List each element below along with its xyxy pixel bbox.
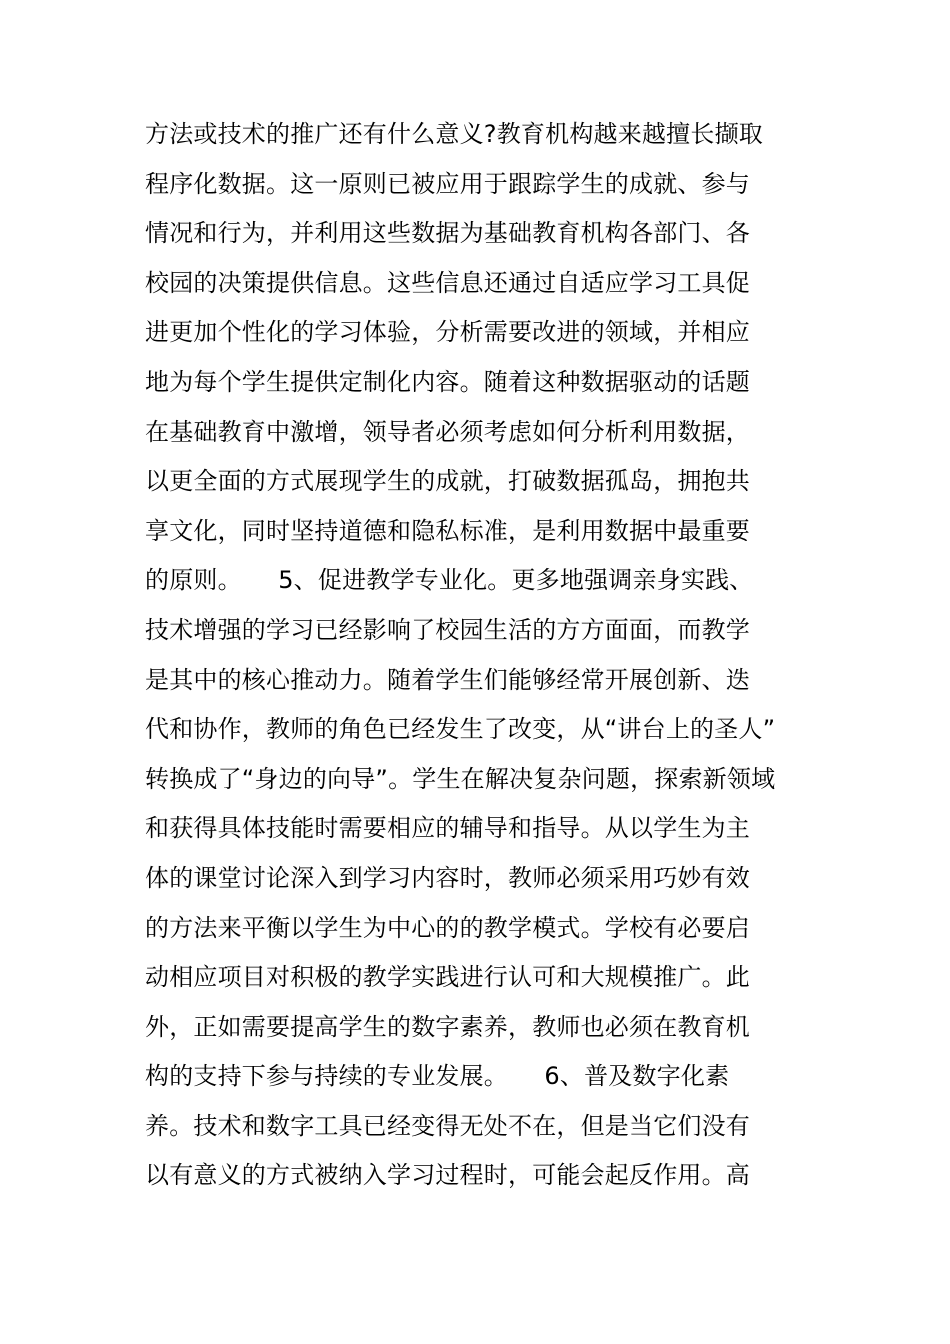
text-line: 情况和行为，并利用这些数据为基础教育机构各部门、各: [145, 219, 750, 248]
text-line: 程序化数据。这一原则已被应用于跟踪学生的成就、参与: [145, 169, 750, 198]
text-line: 是其中的核心推动力。随着学生们能够经常开展创新、迭: [145, 665, 750, 694]
text-line: 以有意义的方式被纳入学习过程时，可能会起反作用。高: [145, 1161, 750, 1190]
text-line: 体的课堂讨论深入到学习内容时，教师必须采用巧妙有效: [145, 863, 750, 892]
text-line: 进更加个性化的学习体验，分析需要改进的领域，并相应: [145, 318, 750, 347]
text-line: 动相应项目对积极的教学实践进行认可和大规模推广。此: [145, 963, 750, 992]
text-line: 地为每个学生提供定制化内容。随着这种数据驱动的话题: [145, 367, 750, 396]
text-line: 的方法来平衡以学生为中心的的教学模式。学校有必要启: [145, 913, 750, 942]
text-line: 的原则。 5、促进教学专业化。更多地强调亲身实践、: [145, 566, 754, 595]
text-line: 外，正如需要提高学生的数字素养，教师也必须在教育机: [145, 1012, 750, 1041]
text-line: 在基础教育中激增，领导者必须考虑如何分析利用数据，: [145, 417, 750, 446]
text-line: 校园的决策提供信息。这些信息还通过自适应学习工具促: [145, 268, 750, 297]
text-line: 转换成了“身边的向导”。学生在解决复杂问题，探索新领域: [145, 764, 776, 793]
text-line: 技术增强的学习已经影响了校园生活的方方面面，而教学: [145, 615, 750, 644]
body-text: [145, 110, 825, 1201]
text-line: 代和协作，教师的角色已经发生了改变，从“讲台上的圣人”: [145, 715, 776, 744]
text-line: 方法或技术的推广还有什么意义?教育机构越来越擅长撷取: [145, 120, 763, 148]
text-line: 和获得具体技能时需要相应的辅导和指导。从以学生为主: [145, 814, 750, 843]
text-line: 以更全面的方式展现学生的成就，打破数据孤岛，拥抱共: [145, 467, 750, 496]
text-line: 享文化，同时坚持道德和隐私标准，是利用数据中最重要: [145, 516, 750, 545]
text-line: 构的支持下参与持续的专业发展。 6、普及数字化素: [145, 1062, 730, 1091]
text-line: 养。技术和数字工具已经变得无处不在，但是当它们没有: [145, 1111, 750, 1140]
